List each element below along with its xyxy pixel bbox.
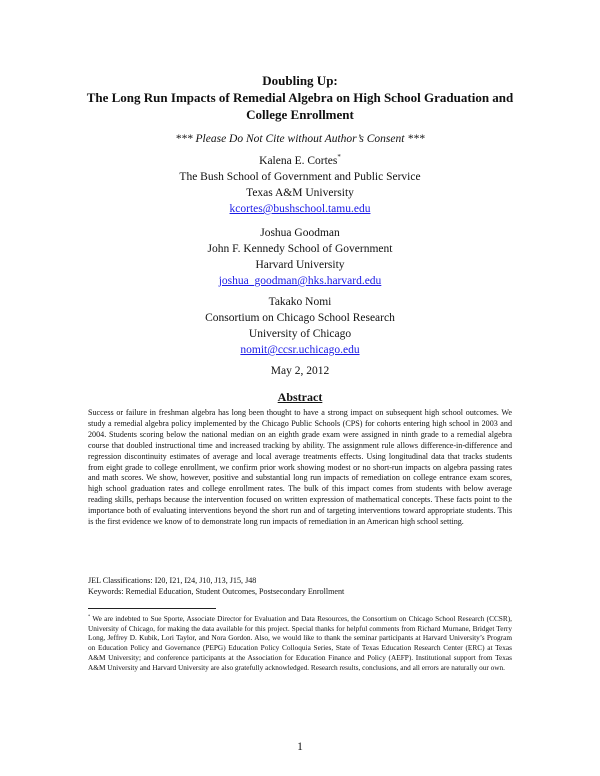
title-line-3: College Enrollment [246, 107, 354, 122]
keywords: Keywords: Remedial Education, Student Outcomes, Postsecondary Enrollment [88, 586, 345, 596]
footnote-divider [88, 608, 216, 609]
footnote-mark: * [88, 613, 91, 619]
author-affiliation: Consortium on Chicago School Research [205, 312, 395, 324]
consent-notice: *** Please Do Not Cite without Author’s Consent *** [175, 133, 425, 145]
author-university: Texas A&M University [246, 187, 354, 199]
author-email-link[interactable]: nomit@ccsr.uchicago.edu [240, 344, 360, 356]
paper-title [0, 72, 600, 123]
abstract-text: Success or failure in freshman algebra has long been thought to have a strong impact on subsequent high school outcomes. We study a remedial algebra policy implemented by the Chicago Public Schools (CPS) for cohorts entering high school in 2003 and 2004. Students scoring below the national median on an eighth grade exam were assigned in ninth grade to a remedial algebra course that doubled instructional time and increased tracking by ability. The assignment rule allows difference-in-difference and regression discontinuity estimates of average and local average treatments effects. Using longitudinal data that tracks students from eight grade to college enrollment, we confirm prior work showing modest or no short-run impacts on algebra passing rates and math scores. We show, however, positive and substantial long run impacts of remediation on college entrance exam scores, high school graduation rates and college enrollment rates. The bulk of this impact comes from students with below average reading skills, perhaps because the intervention focused on written expression of mathematical concepts. These facts point to the importance both of evaluating interventions beyond the short run and of targeting interventions toward appropriate students. This is the first evidence we know of to demonstrate long run impacts of remediation in an American high school setting. [88, 408, 512, 527]
author-name: Takako Nomi [268, 296, 332, 308]
footnote-text: We are indebted to Sue Sporte, Associate Director for Evaluation and Data Resources, the Consortium on Chicago School Research (CCSR), University of Chicago, for making the data available for this project. Special thanks for helpful comments from Richard Murnane, Bridget Terry Long, Jeffrey D. Kubik, Lori Taylor, and Nora Gordon. Also, we would like to thank the seminar participants at Harvard University’s Program on Education Policy and Governance (PEPG) Education Policy Colloquia Series, State of Texas Education Research Center (ERC) at Texas A&M University; and conference participants at the Association for Education Finance and Policy (AEFP). Institutional support from Texas A&M University and Harvard University are also gratefully acknowledged. Research results, conclusions, and all errors are naturally our own. [88, 614, 512, 672]
publication-date: May 2, 2012 [270, 365, 330, 377]
classification-block [88, 576, 344, 598]
author-name: Kalena E. Cortes* [259, 154, 341, 167]
title-line-2: The Long Run Impacts of Remedial Algebra on High School Graduation and [86, 90, 514, 105]
abstract-heading: Abstract [277, 390, 323, 404]
page-number: 1 [297, 741, 303, 753]
author-affiliation: John F. Kennedy School of Government [207, 243, 393, 255]
author-university: Harvard University [255, 259, 345, 271]
author-block-1 [0, 153, 600, 217]
author-footnote-mark: * [337, 154, 341, 162]
title-line-1: Doubling Up: [262, 73, 338, 88]
author-name: Joshua Goodman [260, 227, 340, 239]
author-affiliation: The Bush School of Government and Public Service [179, 171, 421, 183]
footnote [88, 614, 512, 672]
author-email-link[interactable]: joshua_goodman@hks.harvard.edu [218, 275, 382, 287]
jel-classifications: JEL Classifications: I20, I21, I24, J10, J13, J15, J48 [88, 576, 257, 585]
author-university: University of Chicago [248, 328, 352, 340]
author-email-link[interactable]: kcortes@bushschool.tamu.edu [229, 203, 371, 215]
author-block-3 [0, 294, 600, 358]
author-block-2 [0, 225, 600, 289]
